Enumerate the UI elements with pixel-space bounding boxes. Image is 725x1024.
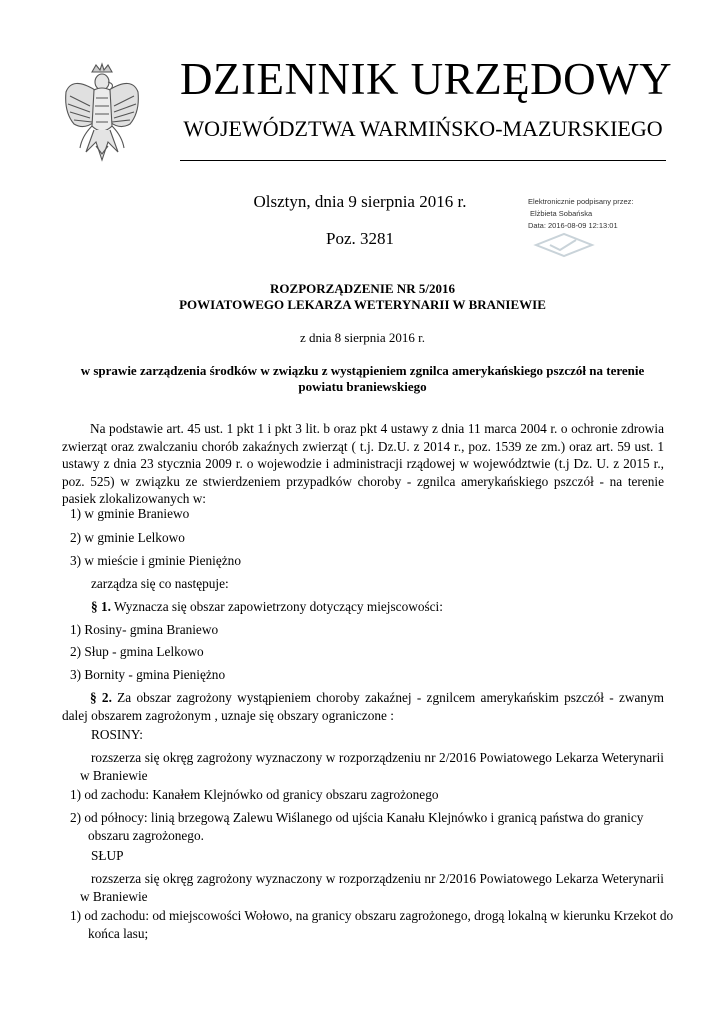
position-number: Poz. 3281	[326, 229, 394, 248]
regulation-issuer: POWIATOWEGO LEKARZA WETERYNARII W BRANIEWIE	[179, 297, 546, 312]
electronic-signature	[528, 196, 688, 232]
section-description: rozszerza się okręg zagrożony wyznaczony w rozporządzeniu nr 2/2016 Powiatowego Lekarza Weterynarii w Braniewie	[80, 871, 664, 904]
journal-subtitle: WOJEWÓDZTWA WARMIŃSKO-MAZURSKIEGO	[183, 116, 663, 141]
regulation-number: ROZPORZĄDZENIE NR 5/2016	[270, 281, 455, 296]
list-item: 1) od zachodu: Kanałem Klejnówko od granicy obszaru zagrożonego	[70, 787, 439, 802]
regulation-subject-line: w sprawie zarządzenia środków w związku z wystąpieniem zgnilca amerykańskiego pszczół na terenie	[80, 363, 645, 378]
signature-date: Data: 2016-08-09 12:13:01	[528, 221, 618, 230]
list-item: 2) od północy: linią brzegową Zalewu Wiślanego od ujścia Kanału Klejnówko i granicą państwa do granicy obszaru zagrożonego.	[70, 810, 644, 843]
regulation-title	[60, 281, 665, 313]
regulation-subject-line: powiatu braniewskiego	[298, 379, 427, 394]
signature-signer: Elżbieta Sobańska	[530, 209, 593, 218]
regulation-subject	[60, 363, 665, 395]
list-item: 1) Rosiny- gmina Braniewo	[70, 622, 219, 637]
paragraph-mark: § 1.	[91, 599, 111, 614]
signature-check-icon	[532, 232, 596, 258]
publication-date: Olsztyn, dnia 9 sierpnia 2016 r.	[253, 192, 467, 211]
regulation-date: z dnia 8 sierpnia 2016 r.	[300, 330, 425, 345]
section-description: rozszerza się okręg zagrożony wyznaczony w rozporządzeniu nr 2/2016 Powiatowego Lekarza Weterynarii w Braniewie	[80, 750, 664, 783]
list-item: 3) Bornity - gmina Pieniężno	[70, 667, 226, 682]
list-item: 2) Słup - gmina Lelkowo	[70, 644, 204, 659]
list-item: 3) w mieście i gminie Pieniężno	[70, 553, 241, 568]
list-item: 2) w gminie Lelkowo	[70, 530, 185, 545]
paragraph-mark: § 2.	[90, 690, 112, 705]
list-item: 1) od zachodu: od miejscowości Wołowo, na granicy obszaru zagrożonego, drogą lokalną w kierunku Krzekot do końca lasu;	[70, 908, 674, 941]
orders-line: zarządza się co następuje:	[91, 576, 229, 591]
journal-title: DZIENNIK URZĘDOWY	[180, 54, 673, 104]
list-item: 1) w gminie Braniewo	[70, 506, 190, 521]
paragraph-text: Za obszar zagrożony wystąpieniem choroby zakaźnej - zgnilcem amerykańskim pszczół - zwanym dalej obszarem zagrożonym , uznaje się obszary ograniczone :	[62, 690, 664, 723]
intro-paragraph: Na podstawie art. 45 ust. 1 pkt 1 i pkt 3 lit. b oraz pkt 4 ustawy z dnia 11 marca 2004 r. o ochronie zdrowia zwierząt oraz zwalczaniu chorób zakaźnych zwierząt ( t.j. Dz.U. z 2014 r., poz. 1539 ze zm.) oraz art. 59 ust. 1 ustawy z dnia 23 stycznia 2009 r. o wojewodzie i administracji rządowej w województwie (t.j Dz. U. z 2015 r., poz. 525) w związku ze stwierdzeniem przypadków choroby - zgnilca amerykańskiego pszczół - na terenie pasiek zlokalizowanych w:	[62, 421, 664, 506]
section-heading: SŁUP	[91, 848, 124, 863]
paragraph-1	[91, 598, 443, 616]
paragraph-2	[62, 689, 664, 724]
signature-label: Elektronicznie podpisany przez:	[528, 197, 634, 206]
eagle-emblem-icon	[62, 62, 142, 166]
section-heading: ROSINY:	[91, 727, 143, 742]
paragraph-text: Wyznacza się obszar zapowietrzony dotyczący miejscowości:	[110, 599, 443, 614]
header-divider	[180, 160, 666, 161]
